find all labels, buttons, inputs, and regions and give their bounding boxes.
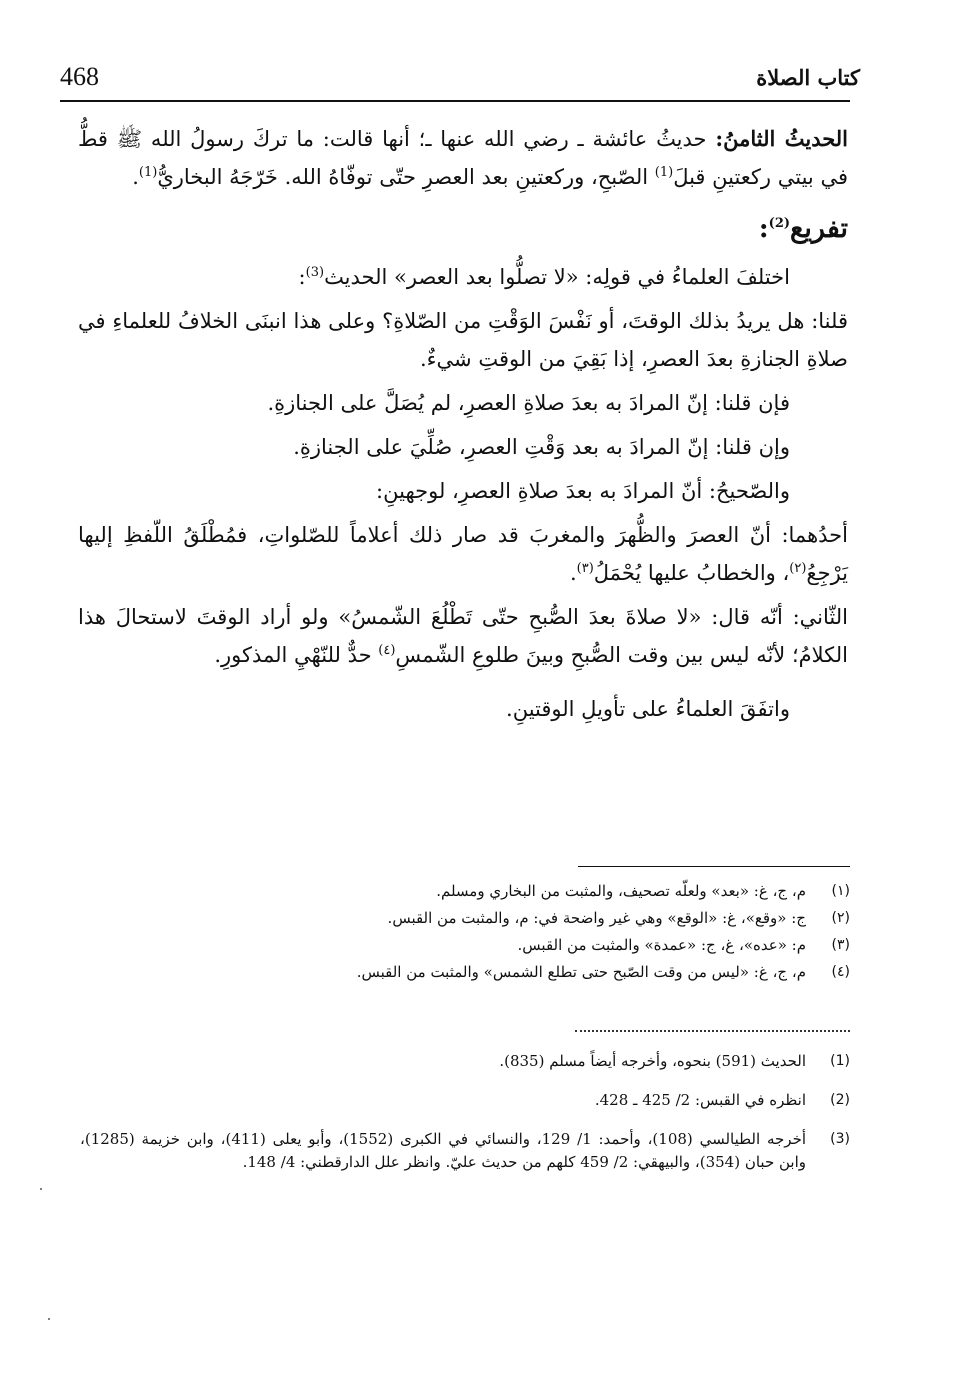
- note-text: أخرجه الطيالسي (108)، وأحمد: 1/ 129، والنسائي في الكبرى (1552)، وأبو يعلى (411)، وابن خزيمة (1285)، وابن حبان (354)، والبيهقي: 2/ 459 كلهم من حديث عليّ. وانظر علل الدارقطني: 4/ 148.: [80, 1130, 807, 1171]
- apparatus-note: [80, 880, 850, 903]
- apparatus-note: [80, 961, 850, 984]
- spacer: [78, 680, 848, 690]
- paragraph-text-cont: ، والخطابُ عليها يُحْمَلُ: [593, 561, 790, 585]
- apparatus-note: [80, 934, 850, 957]
- heading-text: تفريع: [790, 213, 848, 244]
- paragraph-text-cont: حدٌّ للنّهْيِ المذكورِ.: [214, 643, 379, 667]
- reference-note: [80, 1089, 850, 1112]
- paragraph-disagreement: [78, 258, 848, 296]
- note-marker: (٣): [831, 937, 850, 953]
- note-marker: (2): [830, 1092, 850, 1108]
- header-rule: [60, 100, 850, 102]
- footnote-separator: [578, 866, 850, 867]
- paragraph-hadith: [78, 120, 848, 196]
- paragraph-case-two: وإن قلنا: إنّ المرادَ به بعد وَقْتِ العصرِ، صُلِّيَ على الجنازةِ.: [293, 435, 790, 459]
- hadith-label: الحديثُ الثامنُ:: [715, 126, 849, 151]
- footnote-ref: (3): [305, 265, 325, 280]
- reference-note: [80, 1128, 850, 1174]
- note-marker: (١): [831, 883, 850, 899]
- scan-speck: [40, 1188, 42, 1190]
- paragraph-second-reason: [78, 598, 848, 674]
- hadith-end: .: [132, 165, 139, 189]
- note-text: م، ج، غ: «بعد» ولعلّه تصحيف، والمثبت من البخاري ومسلم.: [436, 882, 806, 900]
- footnote-ref: (2): [768, 216, 791, 231]
- footnote-ref: (٤): [378, 643, 396, 658]
- paragraph-end: :: [298, 265, 306, 289]
- footnote-ref: (1): [654, 165, 674, 180]
- note-text: الحديث (591) بنحوه، وأخرجه أيضاً مسلم (835).: [499, 1052, 806, 1070]
- paragraph-text: أحدُهما: أنّ العصرَ والظُّهرَ والمغربَ قد صار ذلك أعلاماً للصّلواتِ، فمُطْلَقُ اللّفظِ إليها يَرْجِعُ: [78, 523, 848, 585]
- paragraph-question: قلنا: هل يريدُ بذلك الوقتَ، أو نَفْسَ الوَقْتِ من الصّلاةِ؟ وعلى هذا انبنَى الخلافُ للعلماءِ في صلاةِ الجنازةِ بعدَ العصرِ، إذا بَقِيَ من الوقتِ شيءٌ.: [78, 309, 848, 371]
- reference-footnotes: [80, 1050, 850, 1190]
- apparatus-note: [80, 907, 850, 930]
- reference-note: [80, 1050, 850, 1073]
- apparatus-footnotes: [80, 880, 850, 988]
- paragraph-text: الثّاني: أنّه قال: «لا صلاةَ بعدَ الصُّبحِ حتّى تَطْلُعَ الشّمسُ» ولو أراد الوقتَ لاستحالَ هذا الكلامُ؛ لأنّه ليس بين وقت الصُّبحِ وبينَ طلوعِ الشّمسِ: [78, 605, 848, 667]
- section-heading: [78, 210, 848, 248]
- paragraph-first-reason: [78, 516, 848, 592]
- dotted-separator: [575, 1030, 850, 1032]
- note-text: ج: «وقع»، غ: «الوقع» وهي غير واضحة في: م، والمثبت من القبس.: [387, 909, 806, 927]
- paragraph-text: اختلفَ العلماءُ في قولِه: «لا تصلُّوا بعد العصر» الحديث: [324, 265, 790, 289]
- note-text: م، ج، غ: «ليس من وقت الصّبح حتى تطلع الشمس» والمثبت من القبس.: [356, 963, 806, 981]
- page-header: [60, 62, 860, 96]
- footnote-ref: (٣): [576, 561, 594, 576]
- footnote-ref: (1): [138, 165, 158, 180]
- note-text: انظره في القبس: 2/ 425 ـ 428.: [594, 1091, 806, 1109]
- note-marker: (٤): [831, 964, 850, 980]
- note-marker: (3): [830, 1131, 850, 1147]
- paragraph-correct-view: والصّحيحُ: أنّ المرادَ به بعدَ صلاةِ العصرِ، لوجهينِ:: [376, 479, 790, 503]
- hadith-text-cont: الصّبحِ، وركعتينِ بعد العصرِ حتّى توفّاهُ الله. خَرّجَهُ البخاريُّ: [157, 165, 655, 189]
- note-marker: (٢): [831, 910, 850, 926]
- note-text: م: «عده»، غ، ج: «عمدة» والمثبت من القبس.: [517, 936, 806, 954]
- hadith-text: حديثُ عائشة ـ رضي الله عنها ـ؛ أنها قالت: ما تركَ رسولُ الله ﷺ قطُّ في بيتي ركعتينِ قبلَ: [78, 127, 848, 189]
- scan-speck: [48, 1318, 50, 1320]
- running-title: كتاب الصلاة: [756, 65, 860, 90]
- note-marker: (1): [830, 1053, 850, 1069]
- page-number: 468: [60, 62, 99, 91]
- paragraph-agreement: واتفَقَ العلماءُ على تأويلِ الوقتينِ.: [506, 697, 790, 721]
- paragraph-end: .: [569, 561, 577, 585]
- main-text: [78, 120, 848, 734]
- footnote-ref: (٢): [789, 561, 807, 576]
- paragraph-case-one: فإن قلنا: إنّ المرادَ به بعدَ صلاةِ العصرِ، لم يُصَلَّ على الجنازةِ.: [267, 391, 790, 415]
- heading-end: :: [758, 213, 769, 244]
